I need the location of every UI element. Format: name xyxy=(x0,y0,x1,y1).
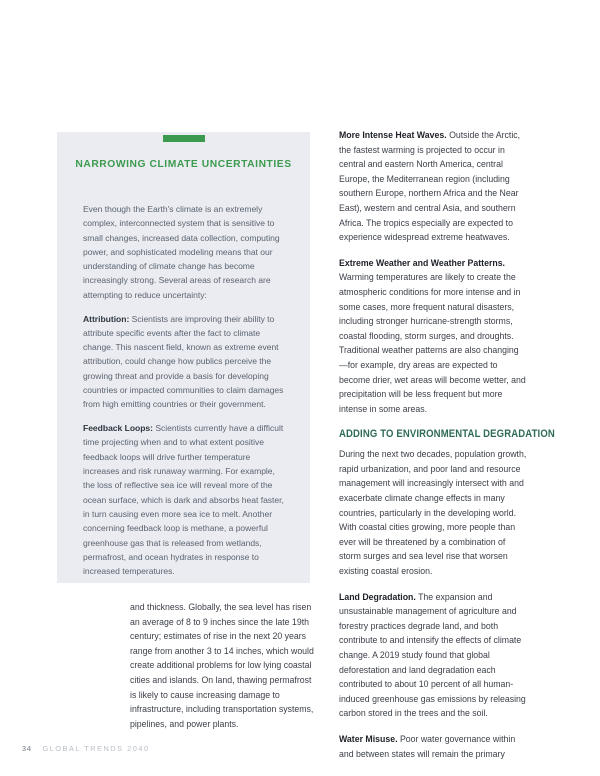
right-column-paragraph xyxy=(339,447,527,578)
sidebar-accent-rule xyxy=(163,135,205,142)
section-heading: ADDING TO ENVIRONMENTAL DEGRADATION xyxy=(339,428,555,441)
paragraph-lead-in: Land Degradation. xyxy=(339,591,416,602)
right-column-paragraph xyxy=(339,732,527,761)
right-column-paragraph xyxy=(339,128,527,245)
sidebar-paragraph-text: Even though the Earth's climate is an extremely complex, interconnected system that is sensitive to small changes, increased data collection, computing power, and sophisticated modeling means that our understanding of climate change has become increasingly strong. Several areas of research are attempting to reduce uncertainty: xyxy=(83,204,280,300)
paragraph-text: Warming temperatures are likely to create the atmospheric conditions for more intense and in some cases, more frequent natural disasters, including stronger hurricane-strength storms, coastal flooding, storm surges, and droughts. Traditional weather patterns are also changing—for example, dry areas are expected to become drier, wet areas will become wetter, and precipitation will be less frequent but more intense in some areas. xyxy=(339,272,526,414)
footer-document-title: GLOBAL TRENDS 2040 xyxy=(42,744,150,753)
paragraph-text: Outside the Arctic, the fastest warming is projected to occur in central and eastern North America, central Europe, the Mediterranean region (including southern Europe, northern Africa and the Near East), western and central Asia, and southern Africa. The tropics especially are expected to experience widespread extreme heatwaves. xyxy=(339,130,521,243)
paragraph-text: The expansion and unsustainable management of agriculture and forestry practices degrade land, and both contribute to and intensify the effects of climate change. A 2019 study found that global deforestation and land degradation each contributed to about 10 percent of all human-induced greenhouse gas emissions by releasing carbon stored in the trees and the soil. xyxy=(339,591,526,719)
sidebar-paragraph xyxy=(83,202,285,302)
paragraph-text: Poor water governance within and between states will remain the primary xyxy=(339,733,516,759)
sidebar-body xyxy=(83,202,285,578)
sidebar-paragraph-lead-in: Feedback Loops: xyxy=(83,423,153,434)
right-column-paragraph xyxy=(339,256,527,417)
right-column xyxy=(339,128,555,772)
paragraph-lead-in: Extreme Weather and Weather Patterns. xyxy=(339,257,505,268)
sidebar-callout-box xyxy=(57,132,310,583)
paragraph-lead-in: Water Misuse. xyxy=(339,733,398,744)
sidebar-paragraph-text: Scientists currently have a difficult time projecting when and to what extent positive feedback loops will drive further temperature increases and risk runaway warming. For example, the loss of reflective sea ice will reveal more of the ocean surface, which is dark and absorbs heat faster, in turn causing even more sea ice to melt. Another concerning feedback loop is methane, a powerful greenhouse gas that is released from wetlands, permafrost, and ocean hydrates in response to increased temperatures. xyxy=(83,423,284,577)
sidebar-paragraph xyxy=(83,421,285,578)
page-footer xyxy=(22,744,150,753)
footer-page-number: 34 xyxy=(22,744,32,753)
sidebar-paragraph-text: Scientists are improving their ability to attribute specific events after the fact to climate change. This nascent field, known as extreme event attribution, could change how publics perceive the growing threat and provide a basis for developing countries or impacted communities to claim damages from high emitting countries or their government. xyxy=(83,313,284,410)
sidebar-title: NARROWING CLIMATE UNCERTAINTIES xyxy=(75,159,292,170)
lower-left-column xyxy=(130,600,318,731)
sidebar-paragraph xyxy=(83,312,285,412)
sidebar-paragraph-lead-in: Attribution: xyxy=(83,313,130,324)
paragraph-lead-in: More Intense Heat Waves. xyxy=(339,130,447,140)
lower-left-paragraph: and thickness. Globally, the sea level has risen an average of 8 to 9 inches since the late 19th century; estimates of rise in the next 20 years range from another 3 to 14 inches, which would create additional problems for low lying coastal cities and islands. On land, thawing permafrost is likely to cause increasing damage to infrastructure, including transportation systems, pipelines, and power plants. xyxy=(130,602,314,729)
right-column-paragraph xyxy=(339,590,527,721)
paragraph-text: During the next two decades, population growth, rapid urbanization, and poor land and resource management will increasingly intersect with and exacerbate climate change effects in many countries, particularly in the developing world. With coastal cities growing, more people than ever will be threatened by a combination of storm surges and sea level rise that worsen existing coastal erosion. xyxy=(339,449,527,577)
